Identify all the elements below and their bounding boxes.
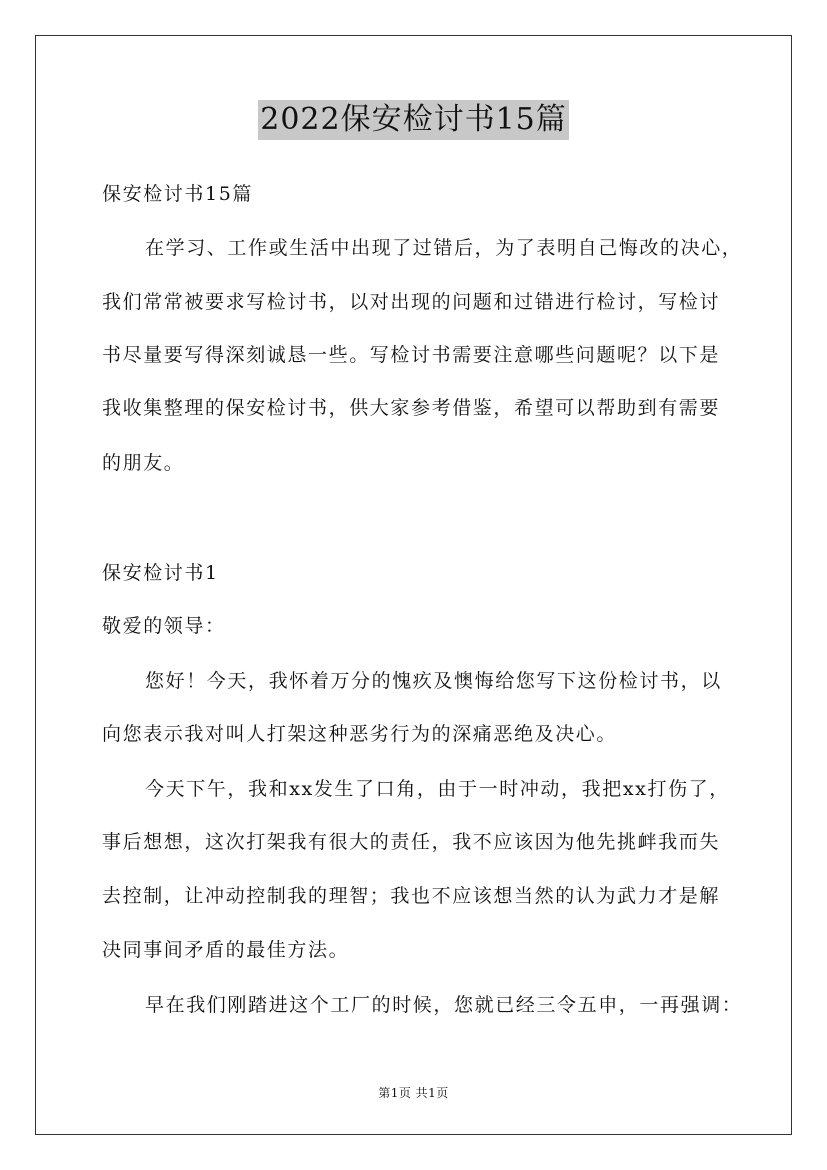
subtitle: 保安检讨书15篇 (102, 183, 253, 205)
intro-line: 我们常常被要求写检讨书，以对出现的问题和过错进行检讨，写检讨 (102, 291, 721, 313)
body-line: 今天下午，我和xx发生了口角，由于一时冲动，我把xx打伤了， (145, 778, 730, 800)
body-line: 事后想想，这次打架我有很大的责任，我不应该因为他先挑衅我而失 (102, 831, 721, 853)
section-heading: 保安检讨书1 (102, 562, 219, 584)
intro-line: 的朋友。 (102, 452, 185, 474)
page-footer: 第1页 共1页 (378, 1086, 449, 1100)
intro-line: 在学习、工作或生活中出现了过错后，为了表明自己悔改的决心， (145, 237, 743, 259)
body-line: 早在我们刚踏进这个工厂的时候，您就已经三令五申，一再强调： (145, 994, 743, 1016)
document-title: 2022保安检讨书15篇 (258, 100, 569, 140)
title-container (0, 100, 827, 140)
intro-line: 书尽量要写得深刻诚恳一些。写检讨书需要注意哪些问题呢？以下是 (102, 344, 721, 366)
body-line: 您好！今天，我怀着万分的愧疚及懊悔给您写下这份检讨书，以 (145, 670, 722, 692)
body-line: 决同事间矛盾的最佳方法。 (102, 939, 350, 961)
body-line: 去控制，让冲动控制我的理智；我也不应该想当然的认为武力才是解 (102, 885, 721, 907)
body-line: 向您表示我对叫人打架这种恶劣行为的深痛恶绝及决心。 (102, 723, 618, 745)
salutation: 敬爱的领导： (102, 615, 226, 637)
intro-line: 我收集整理的保安检讨书，供大家参考借鉴，希望可以帮助到有需要 (102, 397, 721, 419)
